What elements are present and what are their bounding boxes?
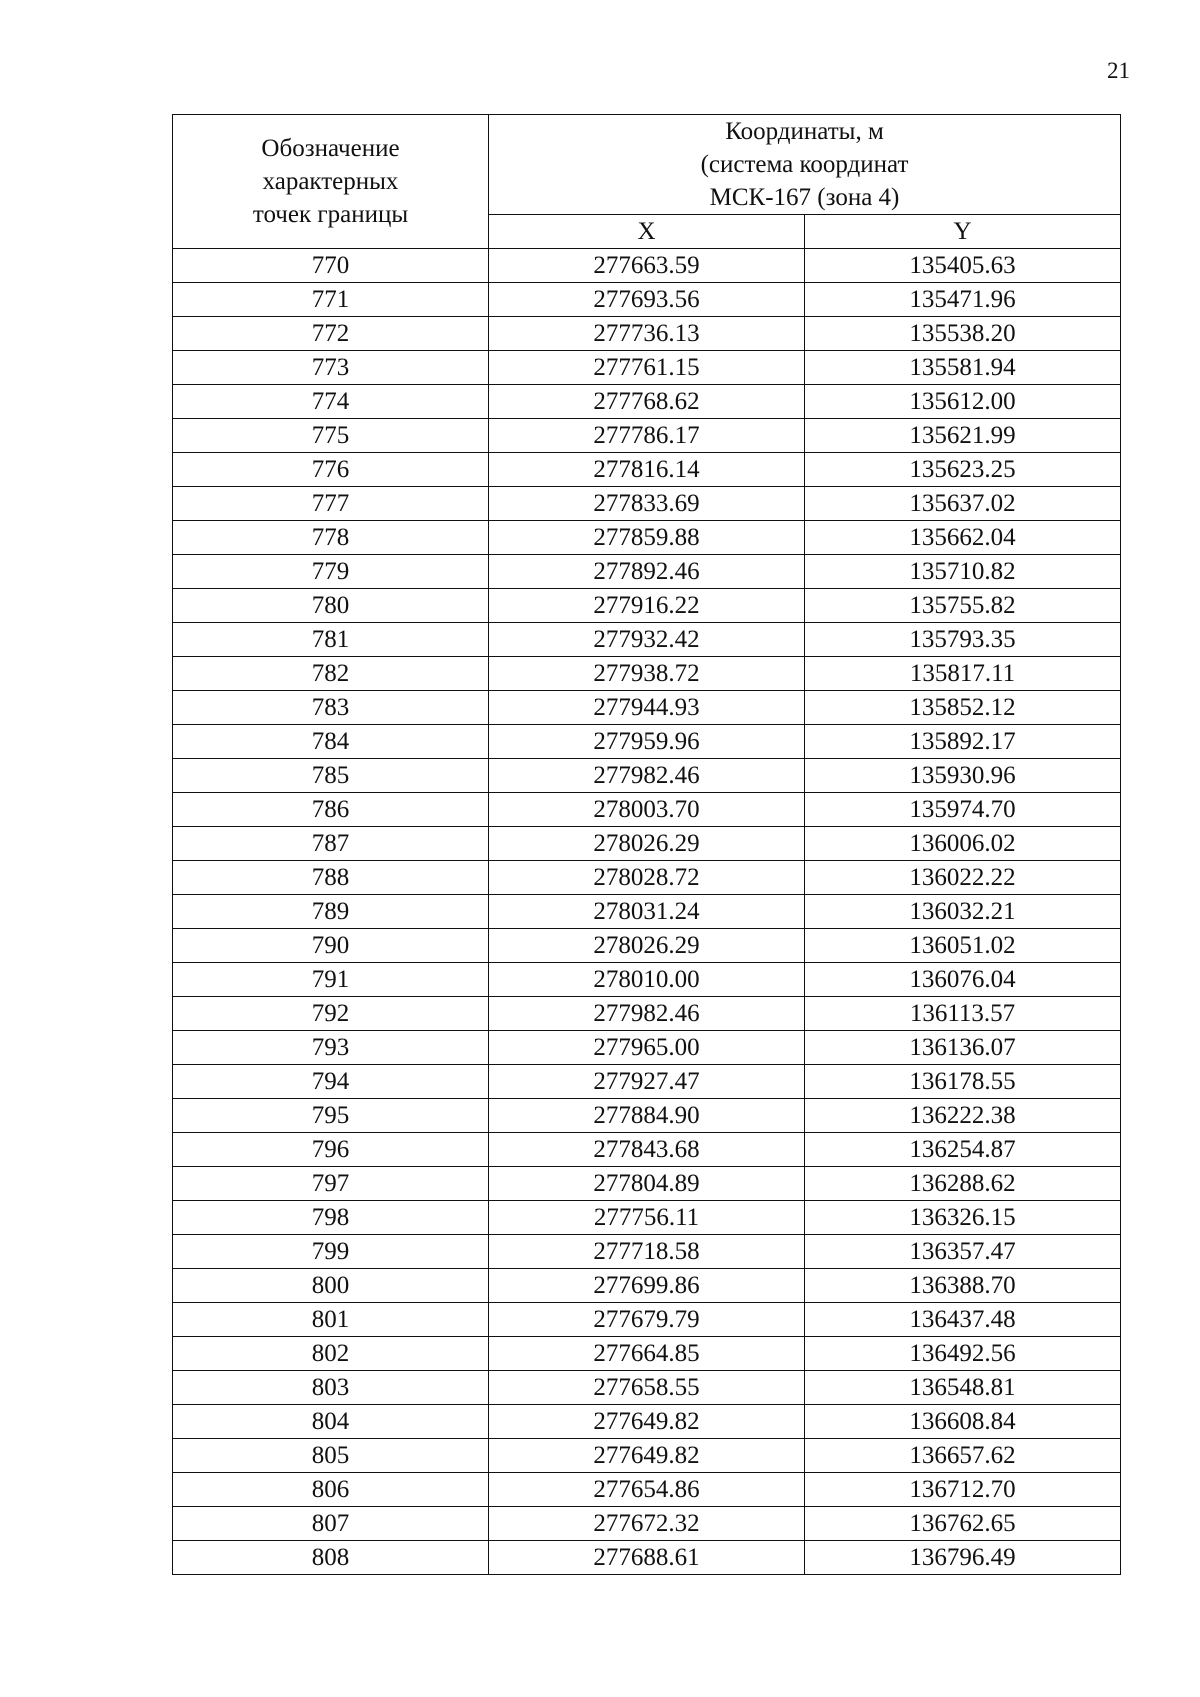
point-cell: 770 xyxy=(173,249,489,283)
point-cell: 773 xyxy=(173,351,489,385)
y-coordinate-cell: 136762.65 xyxy=(805,1507,1121,1541)
x-coordinate-cell: 277679.79 xyxy=(489,1303,805,1337)
table-row xyxy=(173,385,1121,419)
table-header xyxy=(173,115,1121,249)
table-row xyxy=(173,1439,1121,1473)
x-coordinate-cell: 277804.89 xyxy=(489,1167,805,1201)
x-coordinate-cell: 277916.22 xyxy=(489,589,805,623)
x-coordinate-cell: 277833.69 xyxy=(489,487,805,521)
x-coordinate-cell: 277843.68 xyxy=(489,1133,805,1167)
point-cell: 807 xyxy=(173,1507,489,1541)
coordinates-header-line: (система координат xyxy=(700,151,909,178)
y-coordinate-cell: 135621.99 xyxy=(805,419,1121,453)
table-row xyxy=(173,1507,1121,1541)
table-row xyxy=(173,691,1121,725)
table-row xyxy=(173,1541,1121,1575)
x-coordinate-cell: 277664.85 xyxy=(489,1337,805,1371)
point-cell: 801 xyxy=(173,1303,489,1337)
point-cell: 802 xyxy=(173,1337,489,1371)
x-coordinate-cell: 277699.86 xyxy=(489,1269,805,1303)
point-cell: 771 xyxy=(173,283,489,317)
point-cell: 800 xyxy=(173,1269,489,1303)
x-coordinate-cell: 277756.11 xyxy=(489,1201,805,1235)
point-cell: 777 xyxy=(173,487,489,521)
point-cell: 786 xyxy=(173,793,489,827)
x-coordinate-cell: 277649.82 xyxy=(489,1405,805,1439)
y-coordinate-cell: 135662.04 xyxy=(805,521,1121,555)
header-row-top xyxy=(173,115,1121,215)
x-coordinate-cell: 277959.96 xyxy=(489,725,805,759)
x-coordinate-cell: 277892.46 xyxy=(489,555,805,589)
table-row xyxy=(173,1337,1121,1371)
y-coordinate-cell: 136388.70 xyxy=(805,1269,1121,1303)
table-row xyxy=(173,1269,1121,1303)
point-cell: 797 xyxy=(173,1167,489,1201)
point-cell: 805 xyxy=(173,1439,489,1473)
point-cell: 806 xyxy=(173,1473,489,1507)
y-coordinate-cell: 136437.48 xyxy=(805,1303,1121,1337)
table-row xyxy=(173,283,1121,317)
table-row xyxy=(173,623,1121,657)
x-coordinate-cell: 277688.61 xyxy=(489,1541,805,1575)
y-coordinate-cell: 136113.57 xyxy=(805,997,1121,1031)
table-row xyxy=(173,521,1121,555)
table-row xyxy=(173,1405,1121,1439)
y-coordinate-cell: 135581.94 xyxy=(805,351,1121,385)
table-row xyxy=(173,827,1121,861)
y-coordinate-cell: 135538.20 xyxy=(805,317,1121,351)
x-coordinate-cell: 277927.47 xyxy=(489,1065,805,1099)
x-coordinate-cell: 277786.17 xyxy=(489,419,805,453)
table-row xyxy=(173,997,1121,1031)
x-column-header: X xyxy=(489,215,805,249)
point-cell: 775 xyxy=(173,419,489,453)
point-cell: 785 xyxy=(173,759,489,793)
point-cell: 776 xyxy=(173,453,489,487)
y-coordinate-cell: 136357.47 xyxy=(805,1235,1121,1269)
table-row xyxy=(173,1099,1121,1133)
table-row xyxy=(173,1473,1121,1507)
x-coordinate-cell: 277859.88 xyxy=(489,521,805,555)
x-coordinate-cell: 278010.00 xyxy=(489,963,805,997)
x-coordinate-cell: 277663.59 xyxy=(489,249,805,283)
y-coordinate-cell: 136712.70 xyxy=(805,1473,1121,1507)
y-coordinate-cell: 136051.02 xyxy=(805,929,1121,963)
y-coordinate-cell: 135974.70 xyxy=(805,793,1121,827)
y-coordinate-cell: 135892.17 xyxy=(805,725,1121,759)
y-coordinate-cell: 136178.55 xyxy=(805,1065,1121,1099)
table-row xyxy=(173,1303,1121,1337)
y-coordinate-cell: 135852.12 xyxy=(805,691,1121,725)
point-cell: 772 xyxy=(173,317,489,351)
point-cell: 793 xyxy=(173,1031,489,1065)
point-cell: 779 xyxy=(173,555,489,589)
point-cell: 791 xyxy=(173,963,489,997)
table-row xyxy=(173,589,1121,623)
point-cell: 794 xyxy=(173,1065,489,1099)
x-coordinate-cell: 277768.62 xyxy=(489,385,805,419)
table-row xyxy=(173,317,1121,351)
x-coordinate-cell: 277884.90 xyxy=(489,1099,805,1133)
coordinates-header-line: МСК-167 (зона 4) xyxy=(709,184,900,211)
table-row xyxy=(173,861,1121,895)
point-cell: 798 xyxy=(173,1201,489,1235)
y-coordinate-cell: 135817.11 xyxy=(805,657,1121,691)
x-coordinate-cell: 277672.32 xyxy=(489,1507,805,1541)
y-coordinate-cell: 135755.82 xyxy=(805,589,1121,623)
point-cell: 787 xyxy=(173,827,489,861)
point-cell: 796 xyxy=(173,1133,489,1167)
y-coordinate-cell: 136288.62 xyxy=(805,1167,1121,1201)
table-row xyxy=(173,453,1121,487)
y-coordinate-cell: 135793.35 xyxy=(805,623,1121,657)
x-coordinate-cell: 277965.00 xyxy=(489,1031,805,1065)
table-row xyxy=(173,793,1121,827)
y-coordinate-cell: 135623.25 xyxy=(805,453,1121,487)
designation-header-line: точек границы xyxy=(252,201,409,228)
x-coordinate-cell: 278026.29 xyxy=(489,929,805,963)
y-coordinate-cell: 135405.63 xyxy=(805,249,1121,283)
x-coordinate-cell: 277736.13 xyxy=(489,317,805,351)
y-coordinate-cell: 136608.84 xyxy=(805,1405,1121,1439)
point-cell: 781 xyxy=(173,623,489,657)
table-row xyxy=(173,895,1121,929)
table-row xyxy=(173,419,1121,453)
table-row xyxy=(173,351,1121,385)
y-coordinate-cell: 136548.81 xyxy=(805,1371,1121,1405)
point-cell: 788 xyxy=(173,861,489,895)
coordinates-header xyxy=(489,115,1121,215)
table-row xyxy=(173,1235,1121,1269)
y-coordinate-cell: 136796.49 xyxy=(805,1541,1121,1575)
x-coordinate-cell: 278026.29 xyxy=(489,827,805,861)
x-coordinate-cell: 277693.56 xyxy=(489,283,805,317)
point-cell: 780 xyxy=(173,589,489,623)
x-coordinate-cell: 277944.93 xyxy=(489,691,805,725)
point-cell: 804 xyxy=(173,1405,489,1439)
y-coordinate-cell: 135471.96 xyxy=(805,283,1121,317)
y-coordinate-cell: 135710.82 xyxy=(805,555,1121,589)
y-coordinate-cell: 136136.07 xyxy=(805,1031,1121,1065)
y-coordinate-cell: 135612.00 xyxy=(805,385,1121,419)
y-coordinate-cell: 135930.96 xyxy=(805,759,1121,793)
y-coordinate-cell: 136006.02 xyxy=(805,827,1121,861)
point-cell: 803 xyxy=(173,1371,489,1405)
y-coordinate-cell: 136657.62 xyxy=(805,1439,1121,1473)
point-cell: 792 xyxy=(173,997,489,1031)
designation-header xyxy=(173,115,489,249)
point-cell: 799 xyxy=(173,1235,489,1269)
table-row xyxy=(173,963,1121,997)
y-coordinate-cell: 136032.21 xyxy=(805,895,1121,929)
page-number: 21 xyxy=(1107,58,1130,83)
x-coordinate-cell: 278028.72 xyxy=(489,861,805,895)
point-cell: 808 xyxy=(173,1541,489,1575)
designation-header-line: характерных xyxy=(262,168,399,195)
point-cell: 784 xyxy=(173,725,489,759)
y-coordinate-cell: 136222.38 xyxy=(805,1099,1121,1133)
table-body xyxy=(173,249,1121,1575)
y-coordinate-cell: 135637.02 xyxy=(805,487,1121,521)
table-row xyxy=(173,657,1121,691)
x-coordinate-cell: 277932.42 xyxy=(489,623,805,657)
y-coordinate-cell: 136022.22 xyxy=(805,861,1121,895)
y-coordinate-cell: 136254.87 xyxy=(805,1133,1121,1167)
table-row xyxy=(173,1201,1121,1235)
designation-header-line: Обозначение xyxy=(261,135,400,162)
y-column-header: Y xyxy=(805,215,1121,249)
point-cell: 795 xyxy=(173,1099,489,1133)
table-row xyxy=(173,1031,1121,1065)
x-coordinate-cell: 277649.82 xyxy=(489,1439,805,1473)
table-row xyxy=(173,725,1121,759)
table-row xyxy=(173,1065,1121,1099)
coordinates-table xyxy=(172,114,1121,1575)
x-coordinate-cell: 278003.70 xyxy=(489,793,805,827)
table-row xyxy=(173,759,1121,793)
x-coordinate-cell: 277718.58 xyxy=(489,1235,805,1269)
point-cell: 782 xyxy=(173,657,489,691)
point-cell: 778 xyxy=(173,521,489,555)
point-cell: 790 xyxy=(173,929,489,963)
table-row xyxy=(173,487,1121,521)
x-coordinate-cell: 277816.14 xyxy=(489,453,805,487)
table-row xyxy=(173,929,1121,963)
x-coordinate-cell: 277982.46 xyxy=(489,759,805,793)
y-coordinate-cell: 136326.15 xyxy=(805,1201,1121,1235)
table-row xyxy=(173,249,1121,283)
table-row xyxy=(173,555,1121,589)
point-cell: 774 xyxy=(173,385,489,419)
point-cell: 789 xyxy=(173,895,489,929)
x-coordinate-cell: 278031.24 xyxy=(489,895,805,929)
x-coordinate-cell: 277658.55 xyxy=(489,1371,805,1405)
table-row xyxy=(173,1167,1121,1201)
x-coordinate-cell: 277982.46 xyxy=(489,997,805,1031)
x-coordinate-cell: 277654.86 xyxy=(489,1473,805,1507)
y-coordinate-cell: 136492.56 xyxy=(805,1337,1121,1371)
x-coordinate-cell: 277761.15 xyxy=(489,351,805,385)
table-row xyxy=(173,1133,1121,1167)
coordinates-header-line: Координаты, м xyxy=(725,118,884,145)
point-cell: 783 xyxy=(173,691,489,725)
table-row xyxy=(173,1371,1121,1405)
y-coordinate-cell: 136076.04 xyxy=(805,963,1121,997)
x-coordinate-cell: 277938.72 xyxy=(489,657,805,691)
